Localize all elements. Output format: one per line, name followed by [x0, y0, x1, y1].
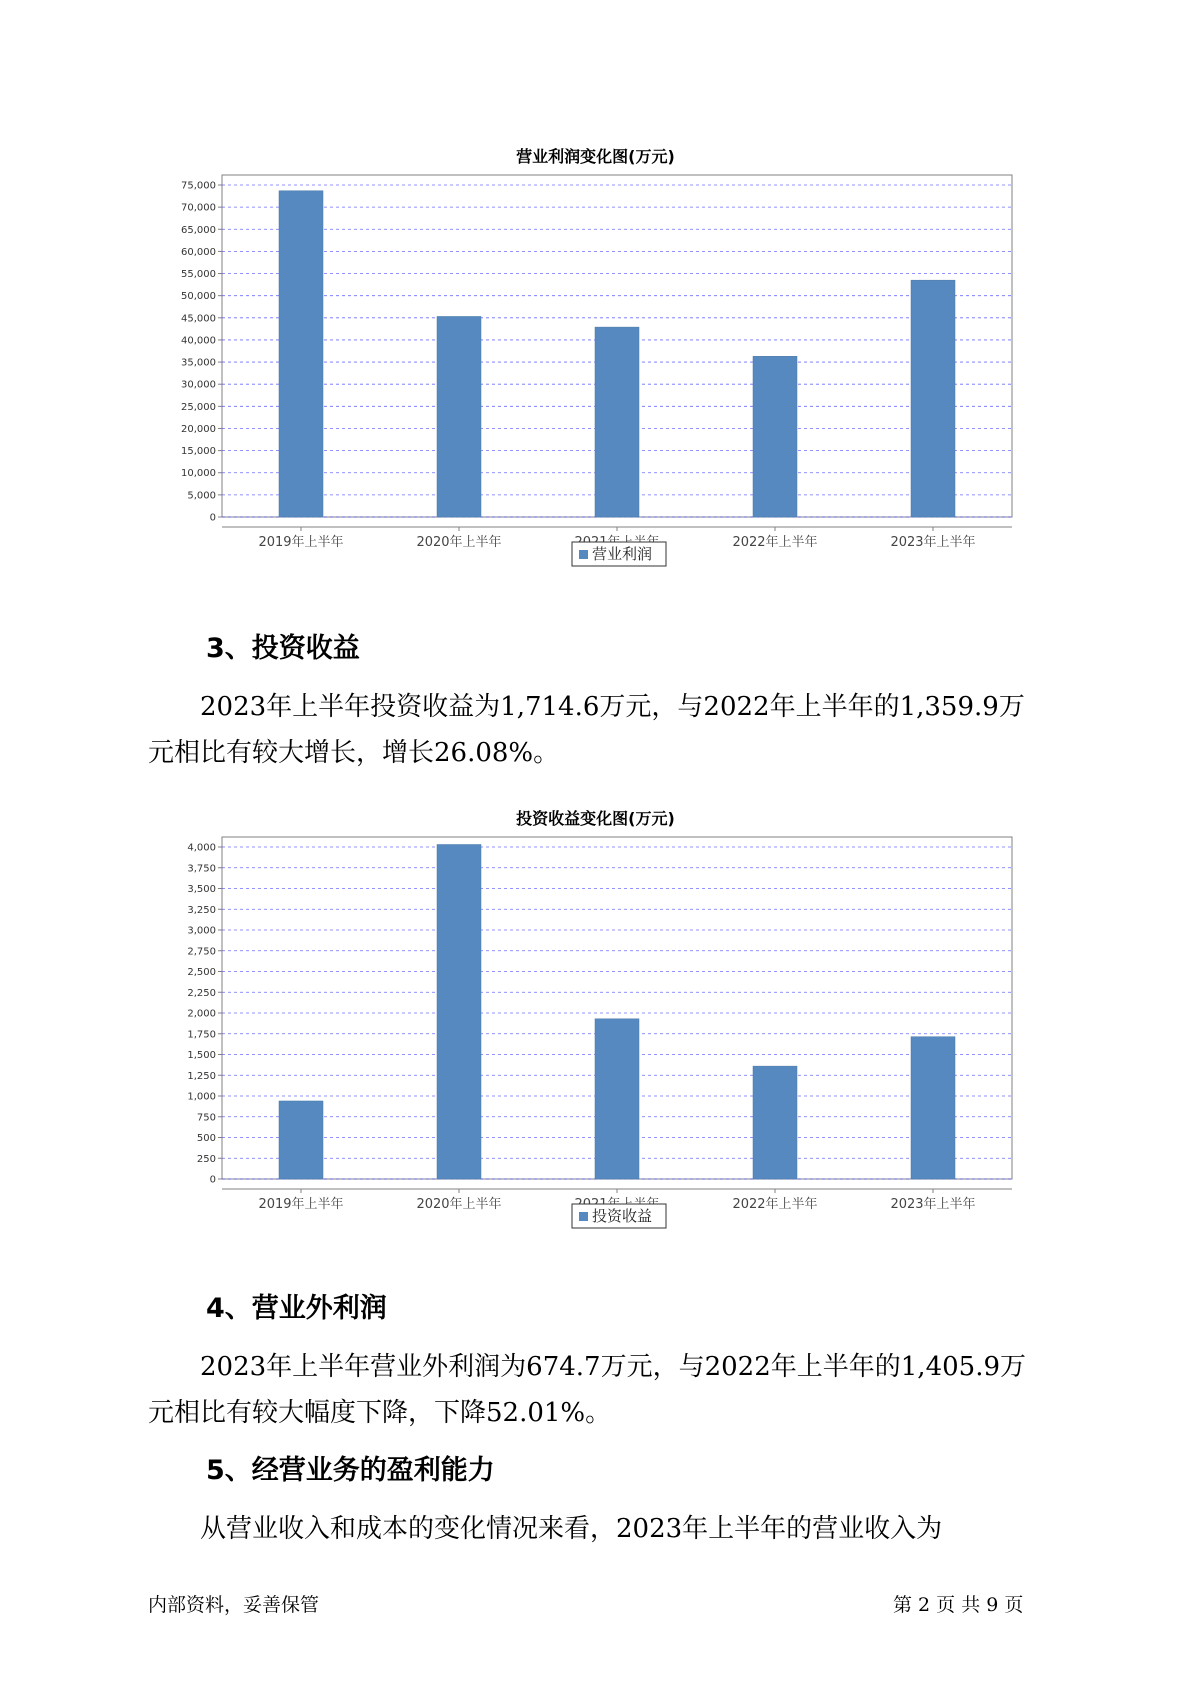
y-tick-label: 3,250 [187, 904, 216, 916]
y-tick-label: 10,000 [181, 468, 216, 480]
section-5-heading: 5、经营业务的盈利能力 [206, 1455, 495, 1486]
section-4-heading: 4、营业外利润 [206, 1293, 387, 1324]
footer-page-number: 第 2 页 共 9 页 [893, 1594, 1024, 1616]
y-tick-label: 3,750 [187, 863, 216, 875]
bar-2023年上半年 [911, 280, 955, 517]
x-tick-label: 2023年上半年 [890, 1197, 976, 1212]
legend-label: 营业利润 [592, 545, 653, 563]
bar-2020年上半年 [437, 845, 481, 1179]
x-tick-label: 2023年上半年 [890, 535, 976, 550]
bar-2021年上半年 [595, 1019, 639, 1179]
y-tick-label: 1,500 [187, 1050, 216, 1061]
section-3-line-2: 元相比有较大增长，增长26.08%。 [148, 738, 560, 768]
section-3-line-1: 2023年上半年投资收益为1,714.6万元，与2022年上半年的1,359.9万 [200, 692, 1025, 722]
y-tick-label: 55,000 [181, 269, 216, 281]
bar-2021年上半年 [595, 327, 639, 517]
y-tick-label: 250 [196, 1153, 216, 1165]
bar-2019年上半年 [279, 1101, 323, 1179]
section-4-line-1: 2023年上半年营业外利润为674.7万元，与2022年上半年的1,405.9万 [200, 1352, 1027, 1382]
y-tick-label: 50,000 [181, 291, 216, 303]
x-tick-label: 2022年上半年 [732, 1197, 818, 1212]
section-5-line-1: 从营业收入和成本的变化情况来看，2023年上半年的营业收入为 [200, 1514, 943, 1544]
operating-profit-bar-chart [0, 170, 1191, 590]
legend-label: 投资收益 [592, 1207, 653, 1225]
section-5-paragraph [148, 1506, 1048, 1552]
bar-2022年上半年 [753, 356, 797, 517]
y-tick-label: 70,000 [181, 202, 216, 214]
y-tick-label: 0 [209, 512, 216, 524]
chart-title-operating-profit: 营业利润变化图(万元) [516, 147, 675, 166]
y-tick-label: 3,000 [187, 925, 216, 937]
y-tick-label: 2,750 [187, 946, 216, 958]
y-tick-label: 5,000 [187, 490, 216, 502]
x-tick-label: 2019年上半年 [258, 1197, 344, 1212]
y-tick-label: 35,000 [181, 357, 216, 369]
legend-swatch [579, 550, 588, 559]
y-tick-label: 75,000 [181, 180, 216, 192]
y-tick-label: 2,000 [187, 1008, 216, 1020]
y-tick-label: 4,000 [187, 842, 216, 854]
section-3-heading: 3、投资收益 [206, 633, 360, 664]
footer-confidential-note: 内部资料，妥善保管 [148, 1594, 320, 1616]
y-tick-label: 2,250 [187, 987, 216, 999]
y-tick-label: 25,000 [181, 401, 216, 413]
y-tick-label: 1,250 [187, 1070, 216, 1082]
legend-swatch [579, 1212, 588, 1221]
y-tick-label: 750 [196, 1112, 216, 1124]
x-tick-label: 2020年上半年 [416, 1197, 502, 1212]
y-tick-label: 2,500 [187, 967, 216, 978]
y-tick-label: 0 [209, 1174, 216, 1186]
x-tick-label: 2020年上半年 [416, 535, 502, 550]
y-tick-label: 500 [196, 1133, 216, 1144]
bar-2019年上半年 [279, 191, 323, 517]
bar-2022年上半年 [753, 1066, 797, 1179]
investment-income-bar-chart [0, 832, 1191, 1252]
y-tick-label: 30,000 [181, 379, 216, 391]
x-tick-label: 2019年上半年 [258, 535, 344, 550]
y-tick-label: 60,000 [181, 246, 216, 258]
bar-2020年上半年 [437, 316, 481, 517]
section-4-line-2: 元相比有较大幅度下降，下降52.01%。 [148, 1398, 612, 1428]
section-4-paragraph [148, 1344, 1048, 1436]
chart-title-investment-income: 投资收益变化图(万元) [516, 809, 675, 828]
y-tick-label: 1,750 [187, 1029, 216, 1041]
y-tick-label: 40,000 [181, 335, 216, 347]
y-tick-label: 3,500 [187, 884, 216, 895]
y-tick-label: 1,000 [187, 1091, 216, 1103]
y-tick-label: 65,000 [181, 224, 216, 236]
y-tick-label: 45,000 [181, 313, 216, 325]
x-tick-label: 2022年上半年 [732, 535, 818, 550]
bar-2023年上半年 [911, 1037, 955, 1179]
y-tick-label: 15,000 [181, 446, 216, 458]
section-3-paragraph [148, 684, 1048, 776]
y-tick-label: 20,000 [181, 423, 216, 435]
